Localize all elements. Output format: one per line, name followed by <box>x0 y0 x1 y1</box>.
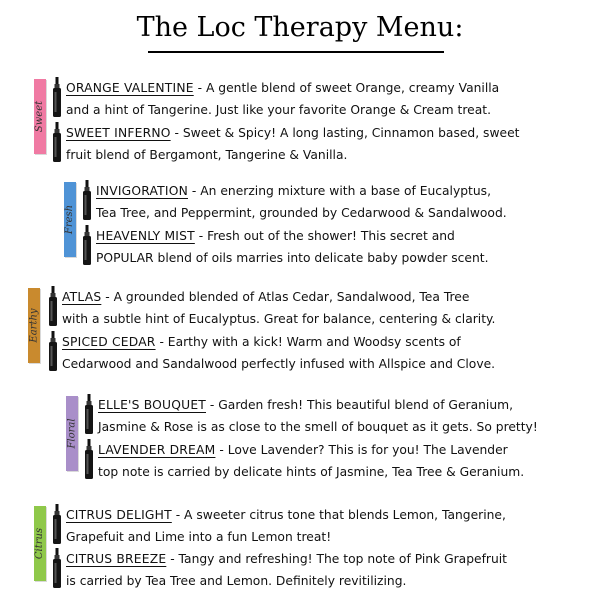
item-line-2: Grapefuit and Lime into a fun Lemon treat! <box>66 530 332 544</box>
item-name: INVIGORATION <box>96 184 188 198</box>
item-line-1: - Tangy and refreshing! The top note of Pink Grapefruit <box>166 552 507 566</box>
oil-bottle-icon <box>52 122 62 162</box>
item-name: SPICED CEDAR <box>62 335 156 349</box>
item-line-1: - A gentle blend of sweet Orange, creamy Vanilla <box>193 81 500 95</box>
category-group-citrus <box>34 502 574 598</box>
item-line-1: - Garden fresh! This beautiful blend of Geranium, <box>206 398 514 412</box>
oil-bottle-icon <box>48 286 58 326</box>
item-line-2: Cedarwood and Sandalwood perfectly infused with Allspice and Clove. <box>62 357 496 371</box>
category-label: Earthy <box>28 308 40 343</box>
oil-bottle-icon <box>52 504 62 544</box>
item-name: SWEET INFERNO <box>66 126 171 140</box>
item-name: HEAVENLY MIST <box>96 229 195 243</box>
item-line-1: - Earthy with a kick! Warm and Woodsy scents of <box>155 335 461 349</box>
item-description <box>66 548 566 592</box>
category-group-earthy <box>28 284 568 384</box>
page-title: The Loc Therapy Menu: <box>136 12 464 43</box>
title-underline <box>148 51 444 53</box>
item-line-2: Tea Tree, and Peppermint, grounded by Cedarwood & Sandalwood. <box>96 206 507 220</box>
item-line-1: - Love Lavender? This is for you! The Lavender <box>215 443 508 457</box>
item-name: ATLAS <box>62 290 102 304</box>
item-description <box>96 225 576 269</box>
oil-bottle-icon <box>82 180 92 220</box>
category-group-floral <box>66 392 586 492</box>
oil-bottle-icon <box>52 548 62 588</box>
item-line-1: - A sweeter citrus tone that blends Lemon, Tangerine, <box>171 508 506 522</box>
item-description <box>66 504 566 548</box>
category-tab-fresh <box>64 182 76 257</box>
item-name: LAVENDER DREAM <box>98 443 216 457</box>
item-description <box>66 77 546 121</box>
oil-bottle-icon <box>48 331 58 371</box>
item-description <box>62 331 562 375</box>
category-label: Fresh <box>64 204 76 235</box>
item-name: ELLE'S BOUQUET <box>98 398 206 412</box>
item-name: CITRUS DELIGHT <box>66 508 172 522</box>
item-line-2: Jasmine & Rose is as close to the smell of bouquet as it gets. So pretty! <box>98 420 538 434</box>
item-name: CITRUS BREEZE <box>66 552 167 566</box>
item-line-2: fruit blend of Bergamont, Tangerine & Vanilla. <box>66 148 348 162</box>
category-label: Sweet <box>34 100 46 133</box>
category-group-fresh <box>64 178 584 278</box>
item-line-2: with a subtle hint of Eucalyptus. Great for balance, centering & clarity. <box>62 312 496 326</box>
category-label: Floral <box>66 418 78 449</box>
item-line-1: - An enerzing mixture with a base of Eucalyptus, <box>188 184 491 198</box>
item-line-2: is carried by Tea Tree and Lemon. Definitely revitilizing. <box>66 574 407 588</box>
item-description <box>62 286 562 330</box>
item-description <box>96 180 576 224</box>
oil-bottle-icon <box>84 439 94 479</box>
category-label: Citrus <box>34 527 46 560</box>
item-description <box>98 439 578 483</box>
item-description <box>98 394 578 438</box>
category-tab-citrus <box>34 506 46 581</box>
item-line-1: - A grounded blended of Atlas Cedar, Sandalwood, Tea Tree <box>101 290 470 304</box>
category-tab-floral <box>66 396 78 471</box>
oil-bottle-icon <box>82 225 92 265</box>
item-line-2: top note is carried by delicate hints of Jasmine, Tea Tree & Geranium. <box>98 465 525 479</box>
category-tab-sweet <box>34 79 46 154</box>
oil-bottle-icon <box>84 394 94 434</box>
category-tab-earthy <box>28 288 40 363</box>
item-description <box>66 122 546 166</box>
item-line-1: - Sweet & Spicy! A long lasting, Cinnamon based, sweet <box>170 126 520 140</box>
item-line-2: POPULAR blend of oils marries into delicate baby powder scent. <box>96 251 489 265</box>
oil-bottle-icon <box>52 77 62 117</box>
category-group-sweet <box>34 75 554 175</box>
item-name: ORANGE VALENTINE <box>66 81 194 95</box>
item-line-1: - Fresh out of the shower! This secret and <box>194 229 455 243</box>
item-line-2: and a hint of Tangerine. Just like your favorite Orange & Cream treat. <box>66 103 491 117</box>
